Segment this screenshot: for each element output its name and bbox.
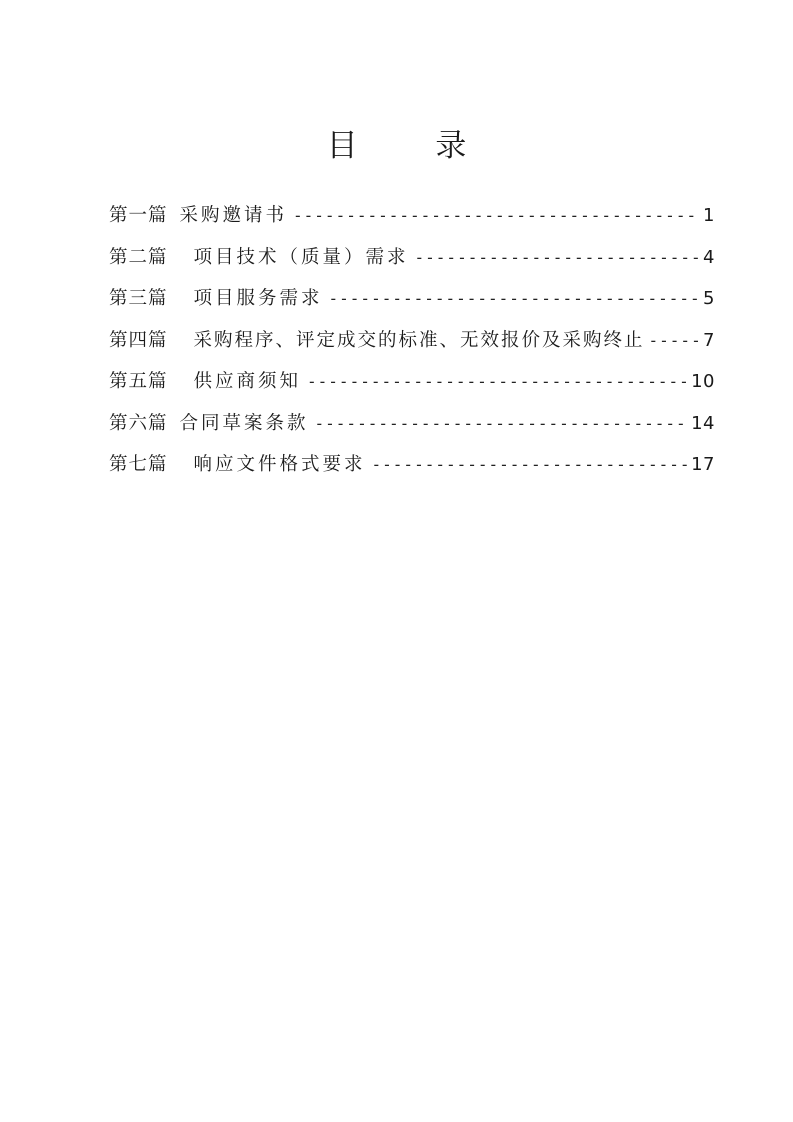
toc-dot-leader (329, 283, 700, 315)
toc-entry-part: 第三篇 (109, 288, 168, 309)
toc-entry-part: 第七篇 (109, 454, 168, 475)
toc-dot-leader (315, 408, 688, 440)
table-of-contents (109, 200, 715, 491)
toc-dot-leader (415, 242, 700, 274)
toc-entry-part: 第一篇 (109, 205, 168, 226)
toc-entry-name: 响应文件格式要求 (193, 454, 366, 475)
toc-entry-part: 第四篇 (109, 329, 168, 351)
toc-entry-part: 第二篇 (109, 246, 168, 268)
toc-entry-part: 第六篇 (109, 412, 168, 434)
toc-entry-page-number: 17 (691, 454, 715, 475)
toc-entry-name: 采购程序、评定成交的标准、无效报价及采购终止 (193, 329, 645, 351)
toc-entry-4[interactable] (109, 325, 715, 367)
toc-entry-page-number: 5 (703, 288, 715, 309)
toc-entry-name: 采购邀请书 (179, 205, 288, 226)
toc-entry-page-number: 4 (703, 246, 715, 268)
toc-entry-1[interactable] (109, 200, 715, 242)
toc-entry-5[interactable] (109, 366, 715, 408)
toc-entry-name: 合同草案条款 (179, 412, 309, 434)
toc-entry-3[interactable] (109, 283, 715, 325)
toc-entry-7[interactable] (109, 449, 715, 491)
toc-title: 目 录 (326, 128, 501, 164)
toc-entry-page-number: 10 (691, 371, 715, 392)
toc-entry-name: 项目技术（质量）需求 (193, 246, 409, 268)
toc-entry-name: 供应商须知 (193, 371, 302, 392)
toc-dot-leader (293, 200, 699, 232)
toc-entry-name: 项目服务需求 (193, 288, 323, 309)
toc-entry-part: 第五篇 (109, 371, 168, 392)
toc-dot-leader (307, 366, 687, 398)
toc-dot-leader (372, 449, 688, 481)
toc-entry-page-number: 14 (691, 412, 715, 434)
toc-entry-page-number: 1 (703, 205, 715, 226)
toc-entry-page-number: 7 (703, 329, 715, 351)
toc-dot-leader (649, 325, 702, 357)
toc-entry-6[interactable] (109, 408, 715, 450)
toc-entry-2[interactable] (109, 242, 715, 284)
